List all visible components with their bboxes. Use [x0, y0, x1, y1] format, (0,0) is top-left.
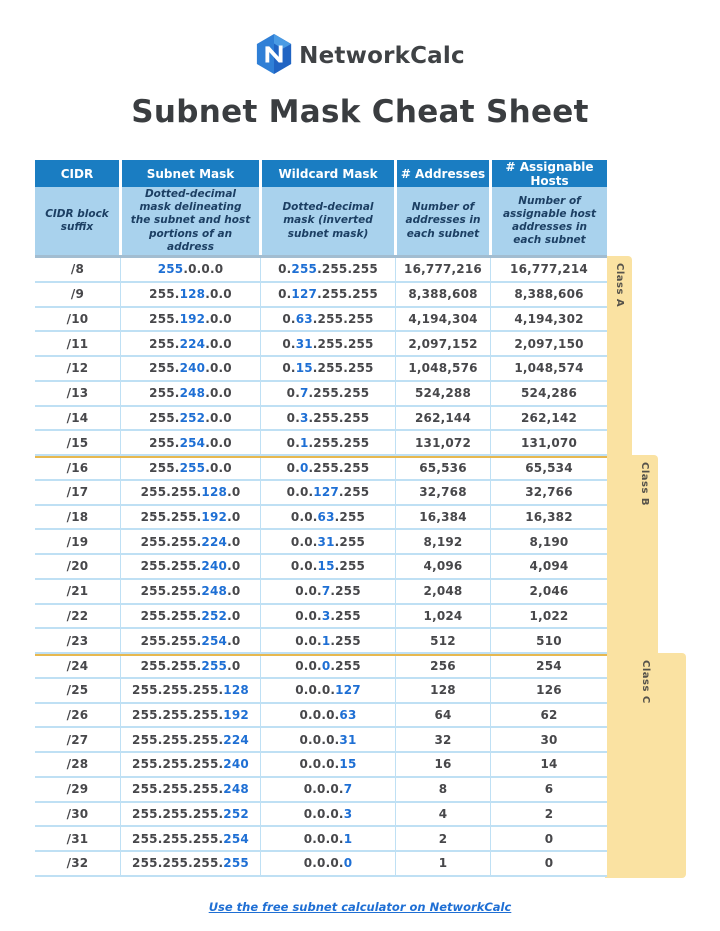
wildcard-mask-cell: 0.0.0. 7	[260, 778, 395, 801]
assignable-hosts-cell: 1,022	[490, 605, 607, 628]
subnet-mask-cell: 255.255.255. 254	[120, 827, 260, 850]
addresses-cell: 2,097,152	[395, 332, 490, 355]
assignable-hosts-cell: 4,094	[490, 555, 607, 578]
subnet-mask-cell: 255.255.255. 252	[120, 803, 260, 826]
addresses-cell: 131,072	[395, 431, 490, 454]
cidr-cell: /31	[66, 831, 89, 846]
wildcard-mask-cell: 0.0.0. 0	[260, 852, 395, 875]
cidr-cell: /16	[66, 461, 89, 476]
assignable-hosts-cell: 65,534	[490, 458, 607, 479]
cidr-cell: /28	[66, 757, 89, 772]
cidr-cell: /19	[66, 534, 89, 549]
addresses-cell: 8,388,608	[395, 283, 490, 306]
wildcard-mask-cell: 0. 15 .255.255	[260, 357, 395, 380]
networkcalc-logo-icon	[255, 33, 293, 79]
table-row	[35, 506, 607, 531]
subnet-mask-cell: 255.255. 254 .0	[120, 629, 260, 652]
addresses-cell: 16,777,216	[395, 258, 490, 281]
subnet-table	[35, 160, 607, 877]
table-header-row	[35, 160, 607, 187]
assignable-hosts-cell: 254	[490, 656, 607, 677]
subnet-mask-cell: 255.255. 192 .0	[120, 506, 260, 529]
assignable-hosts-cell: 14	[490, 753, 607, 776]
table-row	[35, 258, 607, 283]
assignable-hosts-cell: 0	[490, 852, 607, 875]
table-row	[35, 332, 607, 357]
subnet-mask-cell: 255. 128 .0.0	[120, 283, 260, 306]
cidr-cell: /14	[66, 410, 89, 425]
assignable-hosts-cell: 8,388,606	[490, 283, 607, 306]
table-row	[35, 728, 607, 753]
wildcard-mask-cell: 0.0.0. 127	[260, 679, 395, 702]
table-row	[35, 382, 607, 407]
subnet-mask-cell: 255.255.255. 248	[120, 778, 260, 801]
column-desc-assignable-hosts: Number of assignable host addresses in each subnet	[492, 187, 607, 255]
addresses-cell: 2	[395, 827, 490, 850]
column-desc-cidr: CIDR block suffix	[35, 187, 119, 255]
class-c-label: Class C	[640, 660, 651, 704]
wildcard-mask-cell: 0.0. 3 .255	[260, 605, 395, 628]
addresses-cell: 16,384	[395, 506, 490, 529]
table-row	[35, 753, 607, 778]
addresses-cell: 256	[395, 656, 490, 677]
table-row	[35, 283, 607, 308]
assignable-hosts-cell: 0	[490, 827, 607, 850]
table-row	[35, 407, 607, 432]
column-desc-wildcard-mask: Dotted-decimal mask (inverted subnet mask)	[262, 187, 394, 255]
cidr-cell: /24	[66, 659, 89, 674]
assignable-hosts-cell: 1,048,574	[490, 357, 607, 380]
addresses-cell: 8,192	[395, 530, 490, 553]
assignable-hosts-cell: 16,382	[490, 506, 607, 529]
table-row	[35, 481, 607, 506]
wildcard-mask-cell: 0.0. 127 .255	[260, 481, 395, 504]
subnet-mask-cell: 255.255. 248 .0	[120, 580, 260, 603]
table-description-row	[35, 187, 607, 255]
addresses-cell: 262,144	[395, 407, 490, 430]
assignable-hosts-cell: 30	[490, 728, 607, 751]
wildcard-mask-cell: 0.0.0. 63	[260, 704, 395, 727]
cidr-cell: /22	[66, 608, 89, 623]
wildcard-mask-cell: 0.0.0. 1	[260, 827, 395, 850]
cidr-cell: /23	[66, 633, 89, 648]
wildcard-mask-cell: 0.0. 31 .255	[260, 530, 395, 553]
wildcard-mask-cell: 0. 255 .255.255	[260, 258, 395, 281]
subnet-mask-cell: 255. 254 .0.0	[120, 431, 260, 454]
addresses-cell: 128	[395, 679, 490, 702]
addresses-cell: 16	[395, 753, 490, 776]
table-row	[35, 629, 607, 654]
column-desc-addresses: Number of addresses in each subnet	[397, 187, 489, 255]
subnet-mask-cell: 255. 255 .0.0	[120, 458, 260, 479]
cidr-cell: /12	[66, 361, 89, 376]
column-header-cidr: CIDR	[35, 160, 119, 187]
cidr-cell: /15	[66, 435, 89, 450]
table-row	[35, 679, 607, 704]
cidr-cell: /29	[66, 782, 89, 797]
table-row	[35, 605, 607, 630]
wildcard-mask-cell: 0. 31 .255.255	[260, 332, 395, 355]
subnet-mask-cell: 255.255.255. 255	[120, 852, 260, 875]
table-row	[35, 456, 607, 481]
wildcard-mask-cell: 0. 63 .255.255	[260, 308, 395, 331]
page-title: Subnet Mask Cheat Sheet	[131, 94, 589, 130]
brand-name: NetworkCalc	[299, 43, 465, 69]
footer	[0, 896, 720, 915]
table-row	[35, 530, 607, 555]
cidr-cell: /11	[66, 336, 89, 351]
addresses-cell: 4,096	[395, 555, 490, 578]
class-c-band	[605, 653, 686, 878]
assignable-hosts-cell: 2,046	[490, 580, 607, 603]
wildcard-mask-cell: 0.0. 0 .255	[260, 656, 395, 677]
cidr-cell: /10	[66, 311, 89, 326]
addresses-cell: 8	[395, 778, 490, 801]
wildcard-mask-cell: 0.0.0. 15	[260, 753, 395, 776]
addresses-cell: 2,048	[395, 580, 490, 603]
subnet-mask-cell: 255. 252 .0.0	[120, 407, 260, 430]
cidr-cell: /32	[66, 856, 89, 871]
cidr-cell: /26	[66, 707, 89, 722]
cidr-cell: /17	[66, 485, 89, 500]
addresses-cell: 524,288	[395, 382, 490, 405]
assignable-hosts-cell: 62	[490, 704, 607, 727]
cidr-cell: /13	[66, 386, 89, 401]
cidr-cell: /25	[66, 683, 89, 698]
subnet-mask-cell: 255. 240 .0.0	[120, 357, 260, 380]
table-row	[35, 580, 607, 605]
subnet-mask-cell: 255. 248 .0.0	[120, 382, 260, 405]
wildcard-mask-cell: 0.0. 63 .255	[260, 506, 395, 529]
table-row	[35, 431, 607, 456]
cidr-cell: /27	[66, 732, 89, 747]
assignable-hosts-cell: 126	[490, 679, 607, 702]
brand-header	[0, 32, 720, 80]
subnet-mask-cell: 255.255.255. 128	[120, 679, 260, 702]
cidr-cell: /21	[66, 584, 89, 599]
wildcard-mask-cell: 0. 1 .255.255	[260, 431, 395, 454]
class-b-label: Class B	[639, 462, 650, 507]
subnet-calculator-link[interactable]: Use the free subnet calculator on NetworkCalc	[208, 900, 512, 914]
cidr-cell: /18	[66, 509, 89, 524]
addresses-cell: 4	[395, 803, 490, 826]
wildcard-mask-cell: 0. 127 .255.255	[260, 283, 395, 306]
table-row	[35, 308, 607, 333]
table-row	[35, 778, 607, 803]
subnet-mask-cell: 255.255. 255 .0	[120, 656, 260, 677]
assignable-hosts-cell: 131,070	[490, 431, 607, 454]
column-desc-subnet-mask: Dotted-decimal mask delineating the subnet and host portions of an address	[122, 187, 259, 255]
subnet-mask-cell: 255.255.255. 192	[120, 704, 260, 727]
assignable-hosts-cell: 4,194,302	[490, 308, 607, 331]
table-row	[35, 357, 607, 382]
assignable-hosts-cell: 2,097,150	[490, 332, 607, 355]
column-header-wildcard-mask: Wildcard Mask	[262, 160, 394, 187]
addresses-cell: 1,048,576	[395, 357, 490, 380]
subnet-mask-cell: 255.255. 224 .0	[120, 530, 260, 553]
column-header-assignable-hosts: # Assignable Hosts	[492, 160, 607, 187]
subnet-mask-cell: 255.255. 240 .0	[120, 555, 260, 578]
cidr-cell: /20	[66, 559, 89, 574]
wildcard-mask-cell: 0.0. 15 .255	[260, 555, 395, 578]
wildcard-mask-cell: 0. 3 .255.255	[260, 407, 395, 430]
cidr-cell: /30	[66, 806, 89, 821]
class-a-label: Class A	[614, 263, 625, 308]
wildcard-mask-cell: 0.0. 1 .255	[260, 629, 395, 652]
assignable-hosts-cell: 262,142	[490, 407, 607, 430]
column-header-subnet-mask: Subnet Mask	[122, 160, 259, 187]
subnet-mask-cell: 255.255. 252 .0	[120, 605, 260, 628]
table-row	[35, 852, 607, 877]
subnet-mask-cell: 255.255. 128 .0	[120, 481, 260, 504]
addresses-cell: 1,024	[395, 605, 490, 628]
cidr-cell: /8	[70, 262, 85, 277]
assignable-hosts-cell: 2	[490, 803, 607, 826]
addresses-cell: 64	[395, 704, 490, 727]
addresses-cell: 65,536	[395, 458, 490, 479]
wildcard-mask-cell: 0.0.0. 31	[260, 728, 395, 751]
assignable-hosts-cell: 8,190	[490, 530, 607, 553]
table-row	[35, 654, 607, 679]
addresses-cell: 1	[395, 852, 490, 875]
table-body	[35, 255, 607, 877]
column-header-addresses: # Addresses	[397, 160, 489, 187]
table-row	[35, 827, 607, 852]
assignable-hosts-cell: 32,766	[490, 481, 607, 504]
subnet-mask-cell: 255.255.255. 224	[120, 728, 260, 751]
cidr-cell: /9	[70, 287, 85, 302]
table-row	[35, 555, 607, 580]
subnet-mask-cell: 255. 192 .0.0	[120, 308, 260, 331]
assignable-hosts-cell: 510	[490, 629, 607, 652]
wildcard-mask-cell: 0. 0 .255.255	[260, 458, 395, 479]
addresses-cell: 4,194,304	[395, 308, 490, 331]
table-row	[35, 803, 607, 828]
addresses-cell: 32	[395, 728, 490, 751]
subnet-mask-cell: 255.255.255. 240	[120, 753, 260, 776]
wildcard-mask-cell: 0.0.0. 3	[260, 803, 395, 826]
addresses-cell: 512	[395, 629, 490, 652]
addresses-cell: 32,768	[395, 481, 490, 504]
assignable-hosts-cell: 6	[490, 778, 607, 801]
assignable-hosts-cell: 16,777,214	[490, 258, 607, 281]
wildcard-mask-cell: 0.0. 7 .255	[260, 580, 395, 603]
wildcard-mask-cell: 0. 7 .255.255	[260, 382, 395, 405]
subnet-mask-cell: 255 .0.0.0	[120, 258, 260, 281]
subnet-mask-cell: 255. 224 .0.0	[120, 332, 260, 355]
table-row	[35, 704, 607, 729]
assignable-hosts-cell: 524,286	[490, 382, 607, 405]
